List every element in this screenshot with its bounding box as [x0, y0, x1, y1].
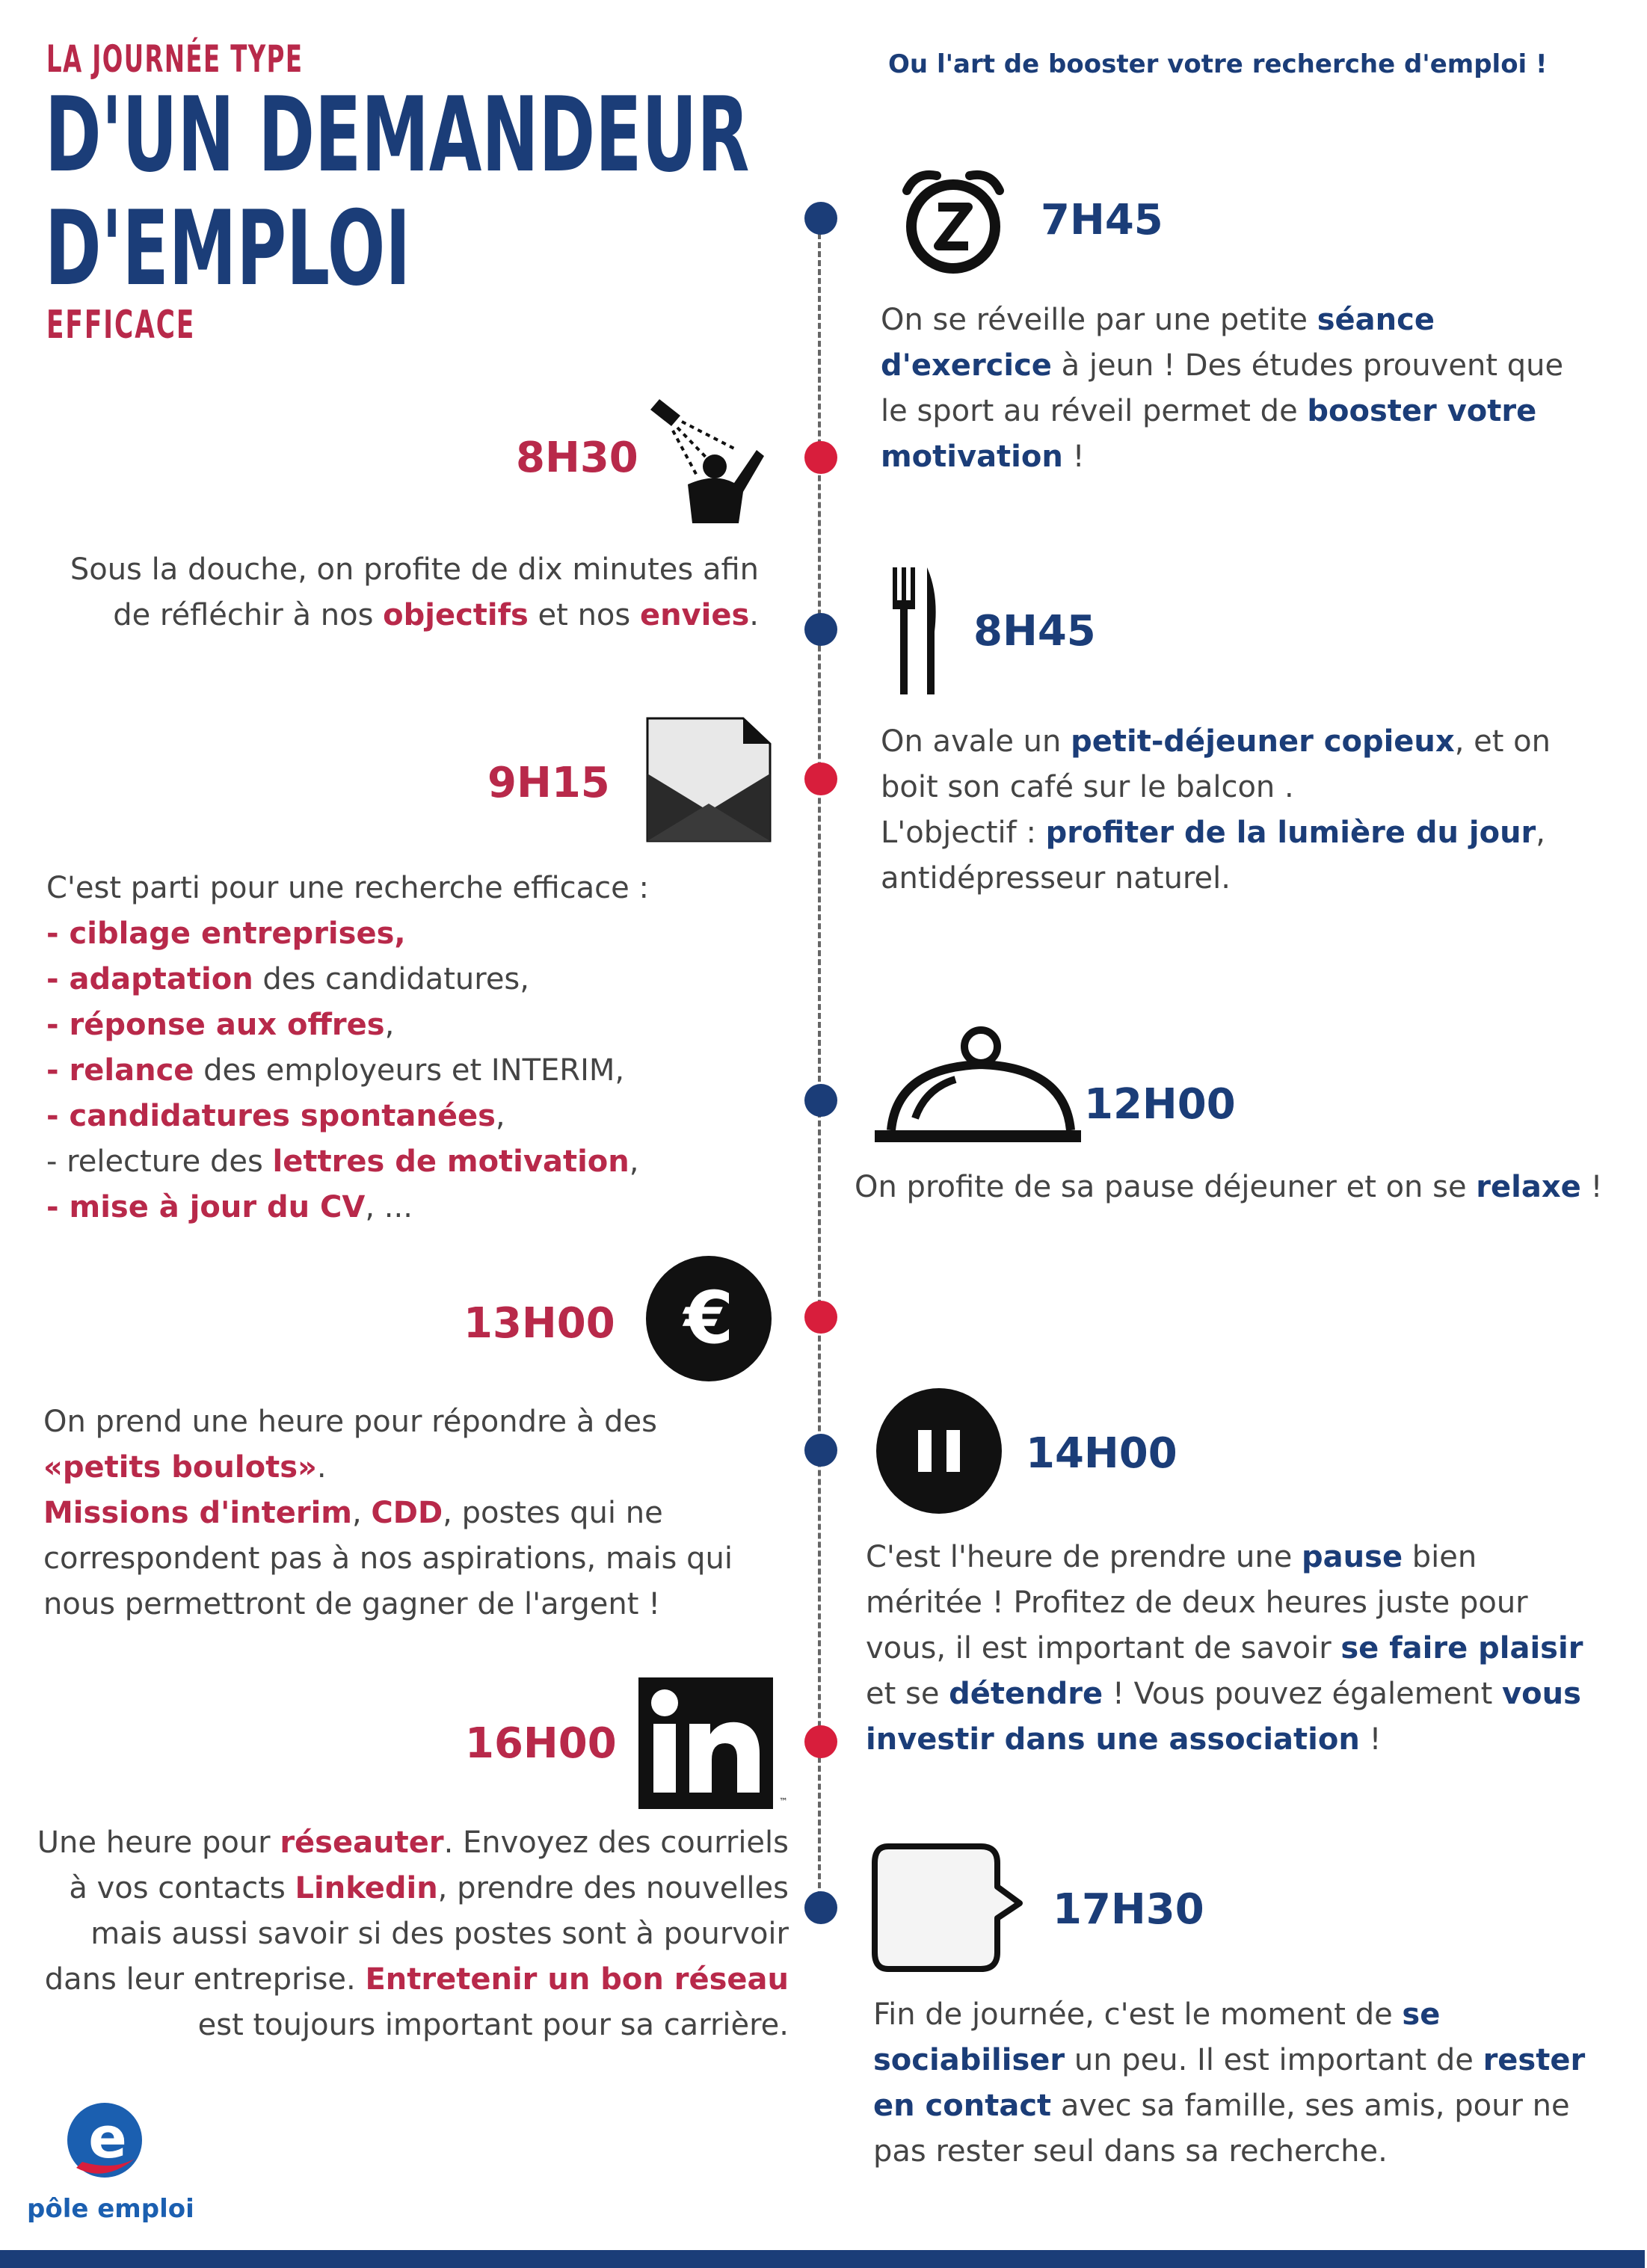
timeline-dot: [804, 762, 837, 795]
shower-icon: [644, 389, 779, 523]
svg-text:e: e: [88, 2104, 127, 2171]
entry-time: 14H00: [1026, 1429, 1177, 1478]
highlight-text: Linkedin: [295, 1871, 438, 1905]
svg-text:€: €: [683, 1276, 734, 1360]
body-text: ,: [495, 1099, 505, 1133]
highlight-text: «petits boulots»: [43, 1450, 317, 1485]
entry-text: [15, 1820, 789, 2048]
entry-text: [30, 547, 759, 638]
highlight-text: détendre: [949, 1677, 1103, 1711]
highlight-text: profiter de la lumière du jour: [1045, 816, 1536, 850]
highlight-text: petit-déjeuner copieux: [1071, 724, 1455, 759]
entry-text: [866, 1535, 1591, 1763]
body-text: , postes qui ne correspondent pas à nos aspirations, mais qui nous permettront de gagner de l'argent !: [43, 1496, 733, 1621]
timeline-dot: [804, 1725, 837, 1758]
body-text: !: [1580, 1170, 1603, 1204]
logo-text: pôle emploi: [27, 2194, 194, 2224]
body-text: On avale un: [881, 724, 1071, 759]
entry-time: 9H15: [487, 759, 610, 807]
title-line-2: D'EMPLOI: [45, 188, 411, 309]
subtitle: EFFICACE: [46, 303, 196, 348]
body-text: un peu. Il est important de: [1065, 2043, 1483, 2077]
body-text: avec sa famille, ses amis, pour ne pas rester seul dans sa recherche.: [873, 2089, 1570, 2169]
body-text: On prend une heure pour répondre à des: [43, 1405, 657, 1439]
body-text: , prendre des nouvelles mais aussi savoir si des postes sont à pourvoir dans leur entreprise.: [44, 1871, 789, 1997]
highlight-text: mise à jour du CV: [69, 1190, 366, 1224]
highlight-text: -: [46, 916, 70, 951]
title-line-1: D'UN DEMANDEUR: [45, 75, 750, 195]
highlight-text: objectifs: [383, 598, 529, 632]
body-text: ,: [351, 1496, 372, 1530]
entry-time: 8H45: [973, 607, 1096, 656]
body-text: est toujours important pour sa carrière.: [197, 2008, 789, 2042]
body-text: ,: [1536, 816, 1545, 850]
pretitle: LA JOURNÉE TYPE: [46, 37, 304, 81]
body-text: des employeurs et INTERIM,: [194, 1053, 625, 1088]
highlight-text: relaxe: [1476, 1170, 1581, 1204]
body-text: , ...: [365, 1190, 413, 1224]
cutlery-icon: [890, 564, 942, 699]
highlight-text: envies: [639, 598, 750, 632]
svg-text:™: ™: [779, 1796, 788, 1807]
body-text: bien méritée ! Profitez de deux heures juste pour vous, il est important de savoir: [866, 1540, 1528, 1665]
highlight-text: -: [46, 1053, 70, 1088]
body-text: Une heure pour: [37, 1825, 280, 1860]
highlight-text: vous investir dans une association: [866, 1677, 1581, 1757]
body-text: Fin de journée, c'est le moment de: [873, 1997, 1403, 2032]
timeline-dot: [804, 1084, 837, 1117]
body-text: et se: [866, 1677, 949, 1711]
entry-time: 17H30: [1053, 1885, 1204, 1934]
timeline-dot: [804, 202, 837, 235]
highlight-text: se sociabiliser: [873, 1997, 1441, 2077]
timeline-dot: [804, 1301, 837, 1334]
timeline-line: [818, 224, 821, 1906]
highlight-text: adaptation: [69, 962, 253, 996]
body-text: antidépresseur naturel.: [881, 861, 1231, 896]
highlight-text: pause: [1302, 1540, 1403, 1574]
highlight-text: séance d'exercice: [881, 303, 1435, 383]
entry-time: 13H00: [464, 1299, 615, 1348]
highlight-text: réseauter: [280, 1825, 444, 1860]
timeline-dot: [804, 1434, 837, 1467]
body-text: On profite de sa pause déjeuner et on se: [855, 1170, 1477, 1204]
pole-emploi-logo: [60, 2099, 150, 2181]
alarm-clock-icon: [893, 161, 1013, 280]
bottom-bar: [0, 2250, 1645, 2268]
entry-text: [43, 1399, 761, 1627]
speech-bubble-icon: [873, 1840, 1023, 1975]
highlight-text: ciblage entreprises,: [69, 916, 406, 951]
highlight-text: -: [46, 962, 70, 996]
body-text: !: [1359, 1722, 1382, 1757]
body-text: à jeun ! Des études prouvent que le sport au réveil permet de: [881, 348, 1564, 428]
body-text: L'objectif :: [881, 816, 1046, 850]
timeline-dot: [804, 441, 837, 474]
body-text: - relecture des: [46, 1144, 273, 1179]
timeline-dot: [804, 1891, 837, 1924]
body-text: et nos: [528, 598, 640, 632]
body-text: !: [1062, 440, 1085, 474]
timeline-dot: [804, 613, 837, 646]
euro-icon: [644, 1254, 773, 1383]
cloche-icon: [869, 1026, 1086, 1153]
highlight-text: Missions d'interim: [43, 1496, 352, 1530]
page-title: [45, 75, 750, 309]
highlight-text: réponse aux offres: [69, 1008, 385, 1042]
body-text: ,: [629, 1144, 639, 1179]
highlight-text: lettres de motivation: [272, 1144, 629, 1179]
entry-text: [873, 1992, 1591, 2175]
body-text: ! Vous pouvez également: [1103, 1677, 1503, 1711]
highlight-text: se faire plaisir: [1340, 1631, 1583, 1665]
highlight-text: -: [46, 1008, 70, 1042]
highlight-text: Entretenir un bon réseau: [365, 1962, 789, 1997]
highlight-text: -: [46, 1190, 70, 1224]
entry-text: [46, 866, 764, 1230]
entry-time: 7H45: [1041, 196, 1163, 244]
body-text: .: [749, 598, 759, 632]
body-text: . Envoyez des courriels à vos contacts: [69, 1825, 789, 1905]
body-text: ,: [384, 1008, 395, 1042]
highlight-text: booster votre motivation: [881, 394, 1537, 474]
body-text: C'est parti pour une recherche efficace :: [46, 871, 649, 905]
body-text: On se réveille par une petite: [881, 303, 1317, 337]
highlight-text: candidatures spontanées: [69, 1099, 496, 1133]
body-text: des candidatures,: [253, 962, 529, 996]
body-text: , et on boit son café sur le balcon .: [881, 724, 1551, 804]
tagline: Ou l'art de booster votre recherche d'emploi !: [888, 49, 1548, 79]
body-text: Sous la douche, on profite de dix minutes afin de réfléchir à nos: [70, 552, 759, 632]
body-text: .: [316, 1450, 327, 1485]
entry-text: [855, 1165, 1647, 1210]
body-text: C'est l'heure de prendre une: [866, 1540, 1302, 1574]
linkedin-icon: [637, 1676, 786, 1811]
highlight-text: -: [46, 1099, 70, 1133]
envelope-icon: [644, 714, 772, 841]
entry-time: 16H00: [465, 1719, 617, 1768]
entry-time: 12H00: [1084, 1080, 1236, 1129]
highlight-text: relance: [69, 1053, 194, 1088]
pause-icon: [875, 1387, 1003, 1515]
highlight-text: CDD: [371, 1496, 443, 1530]
highlight-text: rester en contact: [873, 2043, 1586, 2123]
entry-time: 8H30: [516, 434, 638, 482]
entry-text: [881, 719, 1569, 902]
entry-text: [881, 298, 1569, 480]
